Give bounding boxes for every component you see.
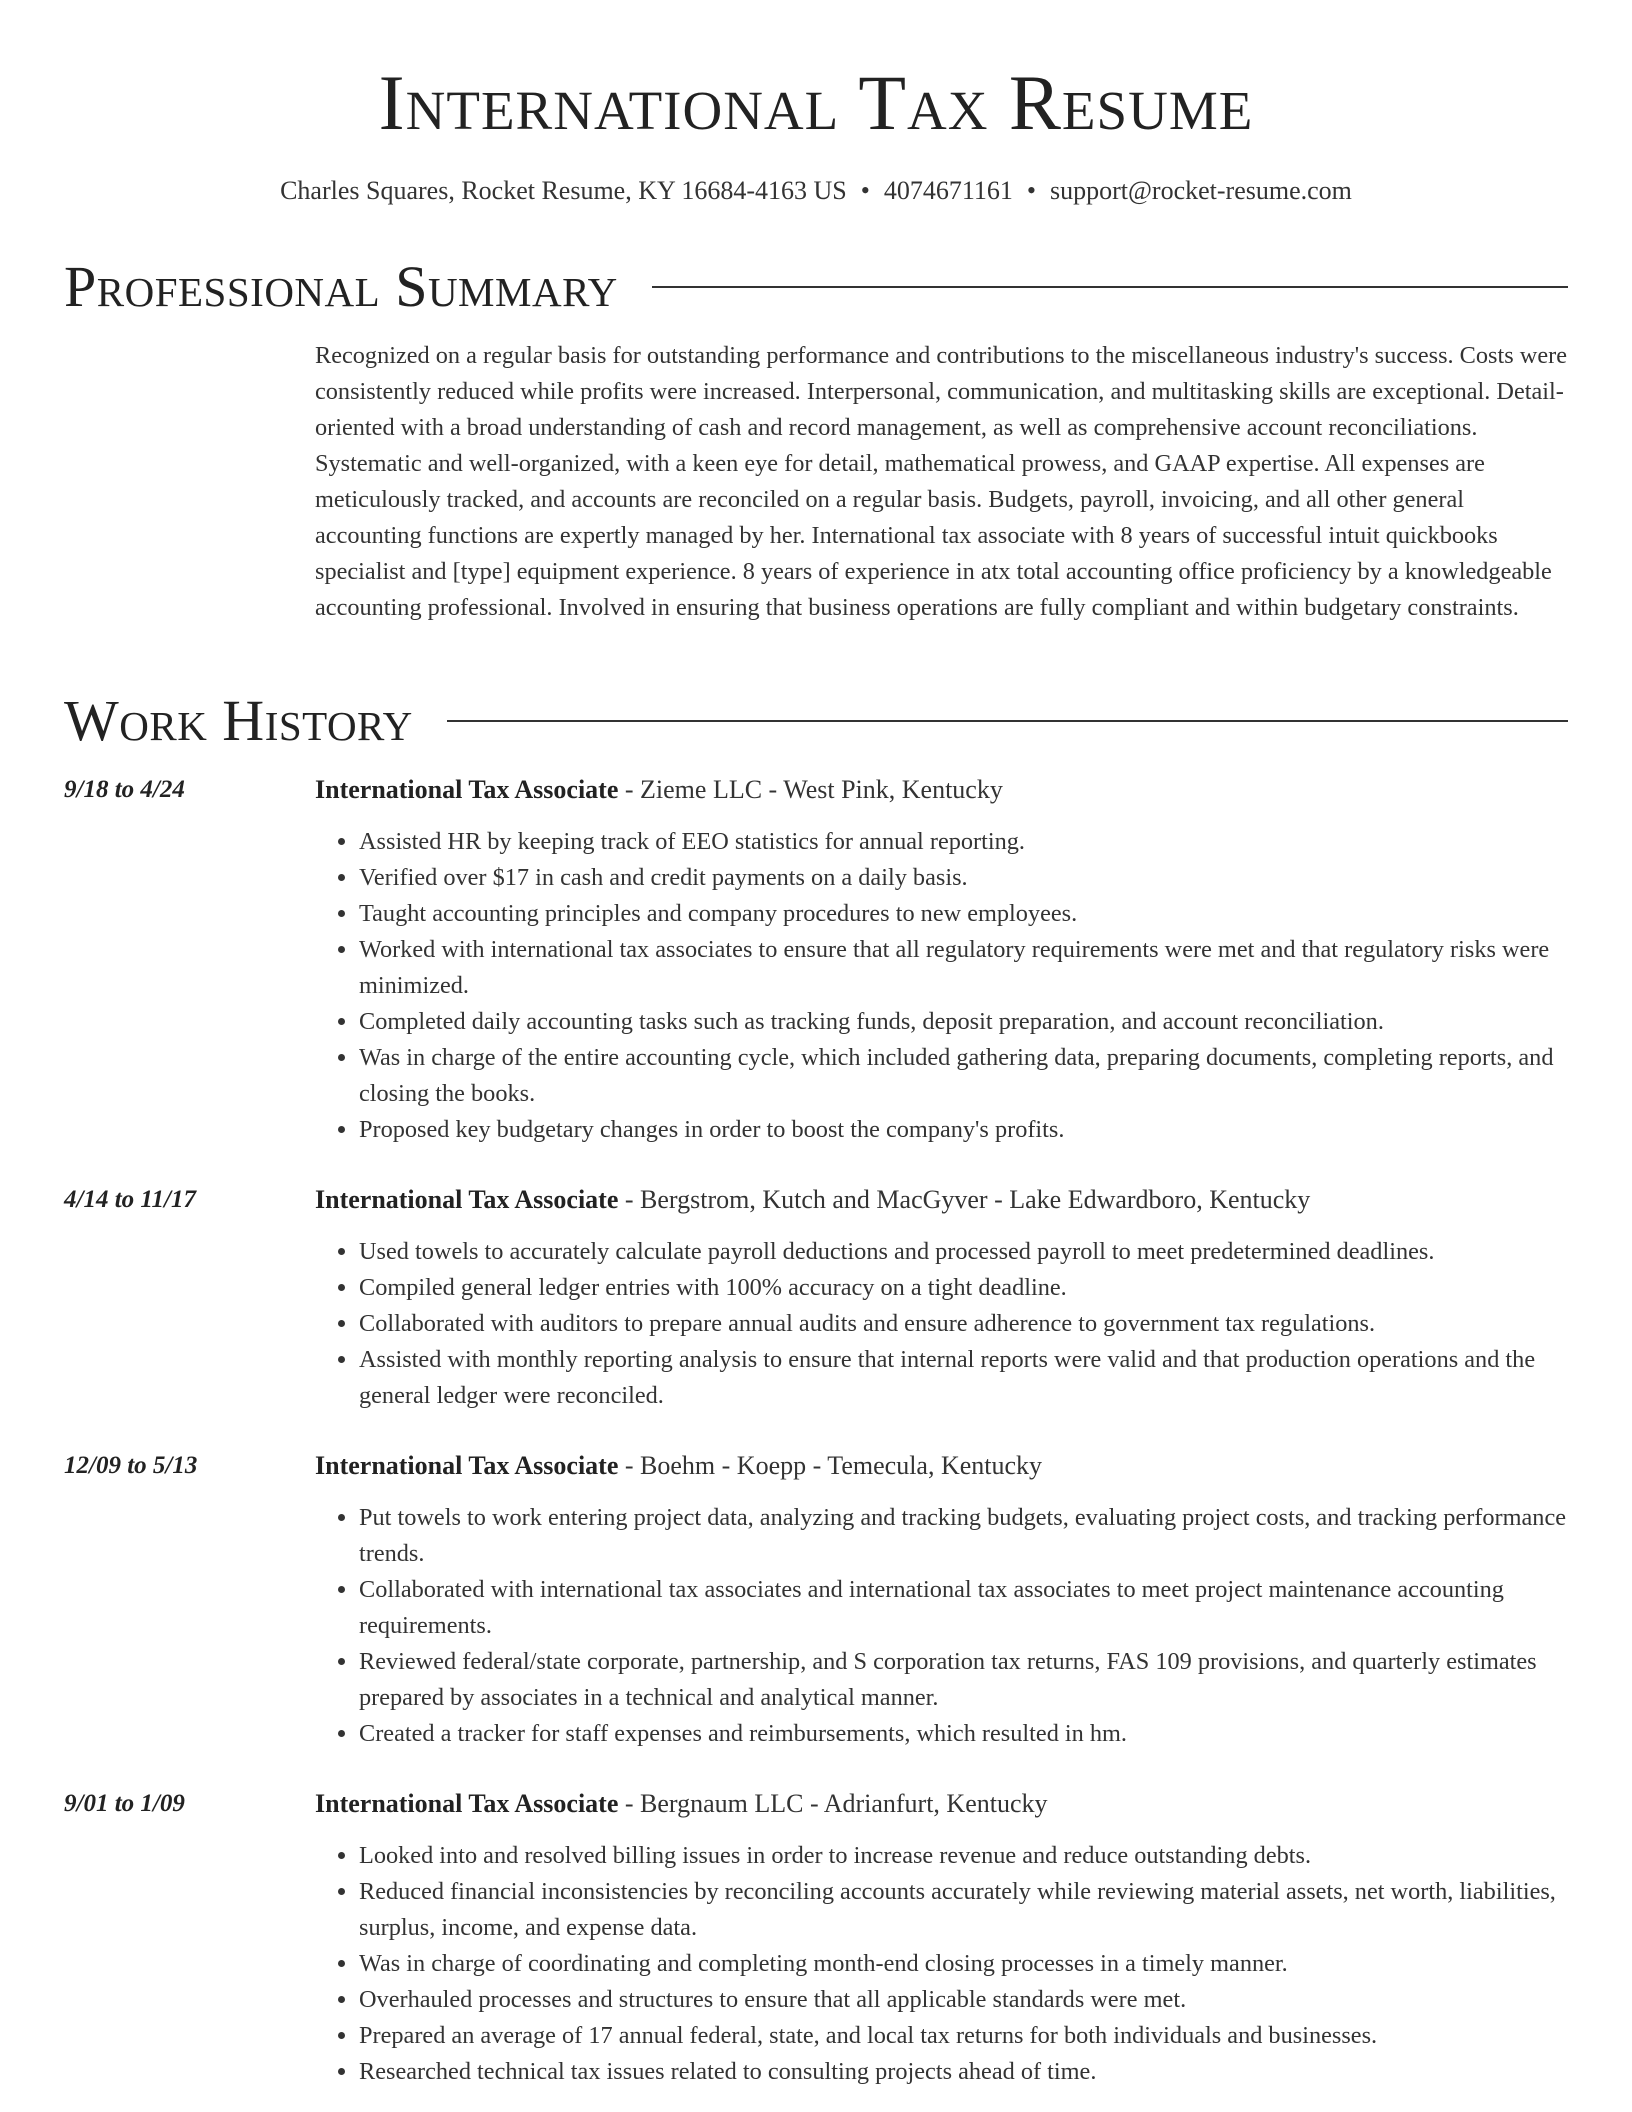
job-title: International Tax Associate xyxy=(315,775,619,804)
contact-separator: • xyxy=(860,176,870,205)
job-body xyxy=(315,1448,1568,1752)
job-employer-location: - Bergnaum LLC - Adrianfurt, Kentucky xyxy=(618,1789,1048,1818)
job-heading xyxy=(315,1786,1568,1822)
job-bullet: • Used towels to accurately calculate payroll deductions and processed payroll to meet predetermined deadlines. xyxy=(359,1234,1568,1270)
job-body xyxy=(315,1786,1568,2090)
job-body xyxy=(315,1182,1568,1414)
job-bullet: • Collaborated with international tax associates and international tax associates to meet project maintenance accounting requirements. xyxy=(359,1572,1568,1644)
job-entry xyxy=(0,772,1632,1148)
job-title: International Tax Associate xyxy=(315,1185,619,1214)
section-divider xyxy=(447,720,1568,722)
job-heading xyxy=(315,1448,1568,1484)
contact-email[interactable]: support@rocket-resume.com xyxy=(1049,176,1352,205)
job-dates: 12/09 to 5/13 xyxy=(64,1452,198,1479)
section-divider xyxy=(652,286,1568,288)
job-bullet: • Assisted HR by keeping track of EEO statistics for annual reporting. xyxy=(359,824,1568,860)
job-dates: 9/18 to 4/24 xyxy=(64,776,185,803)
job-bullet: • Created a tracker for staff expenses and reimbursements, which resulted in hm. xyxy=(359,1716,1568,1752)
job-title: International Tax Associate xyxy=(315,1789,619,1818)
job-entry xyxy=(0,1786,1632,2090)
job-bullet: • Collaborated with auditors to prepare annual audits and ensure adherence to government tax regulations. xyxy=(359,1306,1568,1342)
work-history-section-header xyxy=(64,686,1568,756)
job-bullet: • Proposed key budgetary changes in order to boost the company's profits. xyxy=(359,1112,1568,1148)
job-employer-location: - Zieme LLC - West Pink, Kentucky xyxy=(618,775,1003,804)
summary-text: Recognized on a regular basis for outstanding performance and contributions to the miscellaneous industry's success. Costs were consistently reduced while profits were increased. Interpersonal, communication, and multitasking skills are exceptional. Detail-oriented with a broad understanding of cash and record management, as well as comprehensive account reconciliations. Systematic and well-organized, with a keen eye for detail, mathematical prowess, and GAAP expertise. All expenses are meticulously tracked, and accounts are reconciled on a regular basis. Budgets, payroll, invoicing, and all other general accounting functions are expertly managed by her. International tax associate with 8 years of successful intuit quickbooks specialist and [type] equipment experience. 8 years of experience in atx total accounting office proficiency by a knowledgeable accounting professional. Involved in ensuring that business operations are fully compliant and within budgetary constraints. xyxy=(315,342,1567,621)
job-bullet: • Taught accounting principles and company procedures to new employees. xyxy=(359,896,1568,932)
job-body xyxy=(315,772,1568,1148)
contact-line xyxy=(0,174,1632,208)
contact-separator: • xyxy=(1026,176,1036,205)
work-history-heading: Work History xyxy=(64,688,413,753)
job-entry xyxy=(0,1448,1632,1752)
job-title: International Tax Associate xyxy=(315,1451,619,1480)
job-employer-location: - Bergstrom, Kutch and MacGyver - Lake Edwardboro, Kentucky xyxy=(618,1185,1311,1214)
summary-heading: Professional Summary xyxy=(64,254,618,319)
job-bullets xyxy=(315,1838,1568,2090)
resume-title: International Tax Resume xyxy=(378,59,1254,146)
contact-address: Charles Squares, Rocket Resume, KY 16684-4163 US xyxy=(280,176,847,205)
job-entry xyxy=(0,1182,1632,1414)
job-bullet: • Compiled general ledger entries with 100% accuracy on a tight deadline. xyxy=(359,1270,1568,1306)
job-bullet: • Put towels to work entering project data, analyzing and tracking budgets, evaluating project costs, and tracking performance trends. xyxy=(359,1500,1568,1572)
job-dates: 4/14 to 11/17 xyxy=(64,1186,196,1213)
job-bullet: • Looked into and resolved billing issues in order to increase revenue and reduce outstanding debts. xyxy=(359,1838,1568,1874)
job-bullet: • Completed daily accounting tasks such as tracking funds, deposit preparation, and account reconciliation. xyxy=(359,1004,1568,1040)
job-bullet: • Reduced financial inconsistencies by reconciling accounts accurately while reviewing material assets, net worth, liabilities, surplus, income, and expense data. xyxy=(359,1874,1568,1946)
job-bullet: • Researched technical tax issues related to consulting projects ahead of time. xyxy=(359,2054,1568,2090)
job-bullet: • Reviewed federal/state corporate, partnership, and S corporation tax returns, FAS 109 provisions, and quarterly estimates prepared by associates in a technical and analytical manner. xyxy=(359,1644,1568,1716)
job-bullet: • Was in charge of the entire accounting cycle, which included gathering data, preparing documents, completing reports, and closing the books. xyxy=(359,1040,1568,1112)
job-bullet: • Overhauled processes and structures to ensure that all applicable standards were met. xyxy=(359,1982,1568,2018)
job-employer-location: - Boehm - Koepp - Temecula, Kentucky xyxy=(618,1451,1043,1480)
job-heading xyxy=(315,1182,1568,1218)
work-history-list xyxy=(0,772,1632,2090)
job-bullet: • Prepared an average of 17 annual federal, state, and local tax returns for both individuals and businesses. xyxy=(359,2018,1568,2054)
job-bullets xyxy=(315,1500,1568,1752)
contact-phone: 4074671161 xyxy=(883,176,1013,205)
job-bullets xyxy=(315,824,1568,1148)
job-dates: 9/01 to 1/09 xyxy=(64,1790,185,1817)
job-bullet: • Was in charge of coordinating and completing month-end closing processes in a timely manner. xyxy=(359,1946,1568,1982)
job-heading xyxy=(315,772,1568,808)
summary-section-header xyxy=(64,252,1568,322)
job-bullet: • Worked with international tax associates to ensure that all regulatory requirements were met and that regulatory risks were minimized. xyxy=(359,932,1568,1004)
job-bullet: • Assisted with monthly reporting analysis to ensure that internal reports were valid and that production operations and the general ledger were reconciled. xyxy=(359,1342,1568,1414)
job-bullet: • Verified over $17 in cash and credit payments on a daily basis. xyxy=(359,860,1568,896)
job-bullets xyxy=(315,1234,1568,1414)
